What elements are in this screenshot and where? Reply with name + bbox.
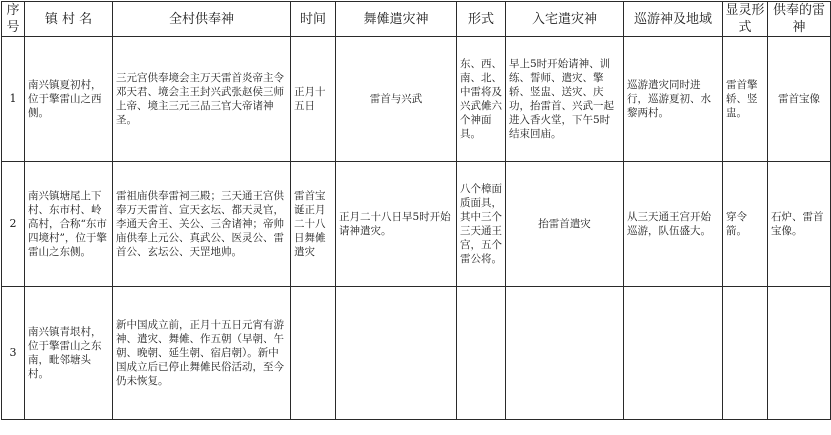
header-form: 形式 (457, 2, 506, 37)
cell-village: 南兴镇青垠村，位于擎雷山之东南，毗邻塘头村。 (25, 287, 113, 420)
cell-seq: 1 (2, 37, 25, 162)
cell-time: 雷首宝诞正月二十八日舞傩遣灾 (291, 162, 336, 287)
cell-thunder: 雷首宝像 (768, 37, 831, 162)
cell-thunder: 石炉、雷首宝像。 (768, 162, 831, 287)
header-nuo: 舞傩遣灾神 (336, 2, 457, 37)
cell-seq: 3 (2, 287, 25, 420)
cell-deities: 新中国成立前，正月十五日元宵有游神、遣灾、舞傩、作五朝（早朝、午朝、晚朝、延生朝、宿启朝）。新中国成立后已停止舞傩民俗活动，至今仍未恢复。 (113, 287, 291, 420)
cell-seq: 2 (2, 162, 25, 287)
nuo-ritual-table (1, 1, 831, 420)
cell-manifest: 穿令箭。 (723, 162, 768, 287)
cell-house: 抬雷首遣灾 (506, 162, 624, 287)
table-row (2, 37, 831, 162)
cell-time (291, 287, 336, 420)
header-seq: 序号 (2, 2, 25, 37)
header-time: 时间 (291, 2, 336, 37)
cell-village: 南兴镇夏初村，位于擎雷山之西侧。 (25, 37, 113, 162)
header-house: 入宅遣灾神 (506, 2, 624, 37)
header-manifest: 显灵形式 (723, 2, 768, 37)
header-deities: 全村供奉神 (113, 2, 291, 37)
cell-nuo: 正月二十八日早5时开始请神遣灾。 (336, 162, 457, 287)
cell-tour: 从三天通王宫开始巡游，队伍盛大。 (624, 162, 723, 287)
cell-tour: 巡游遣灾同时进行，巡游夏初、水黎两村。 (624, 37, 723, 162)
cell-village: 南兴镇塘尾上下村、东市村、岭高村，合称“东市四境村”，位于擎雷山之东侧。 (25, 162, 113, 287)
cell-house (506, 287, 624, 420)
cell-time: 正月十五日 (291, 37, 336, 162)
header-village: 镇 村 名 (25, 2, 113, 37)
cell-nuo: 雷首与兴武 (336, 37, 457, 162)
cell-thunder (768, 287, 831, 420)
cell-manifest (723, 287, 768, 420)
cell-deities: 三元宫供奉境会主万天雷首炎帝主令邓天君、境会主王封兴武张赵侯三师上帝、境主三元三品三官大帝诸神圣。 (113, 37, 291, 162)
cell-nuo (336, 287, 457, 420)
cell-form: 八个樟面质面具，其中三个三天通王宫，五个雷公将。 (457, 162, 506, 287)
cell-house: 早上5时开始请神、训练、誓师、遣灾、擎轿、竖盅、送灾、庆功，抬雷首、兴武一起进入香火堂，下午5时结束回庙。 (506, 37, 624, 162)
header-thunder: 供奉的雷神 (768, 2, 831, 37)
header-row (2, 2, 831, 37)
cell-manifest: 雷首擎轿、竖盅。 (723, 37, 768, 162)
table-row (2, 287, 831, 420)
header-tour: 巡游神及地域 (624, 2, 723, 37)
cell-deities: 雷祖庙供奉雷祠三殿；三天通王宫供奉万天雷首、宣天玄坛、都天灵官，李通天舍王、关公、三舍诸神；帝帅庙供奉上元公、真武公、医灵公、雷首公、玄坛公、天罡地帅。 (113, 162, 291, 287)
cell-form: 东、西、南、北、中雷将及兴武傩六个神面具。 (457, 37, 506, 162)
table-row (2, 162, 831, 287)
cell-form (457, 287, 506, 420)
cell-tour (624, 287, 723, 420)
